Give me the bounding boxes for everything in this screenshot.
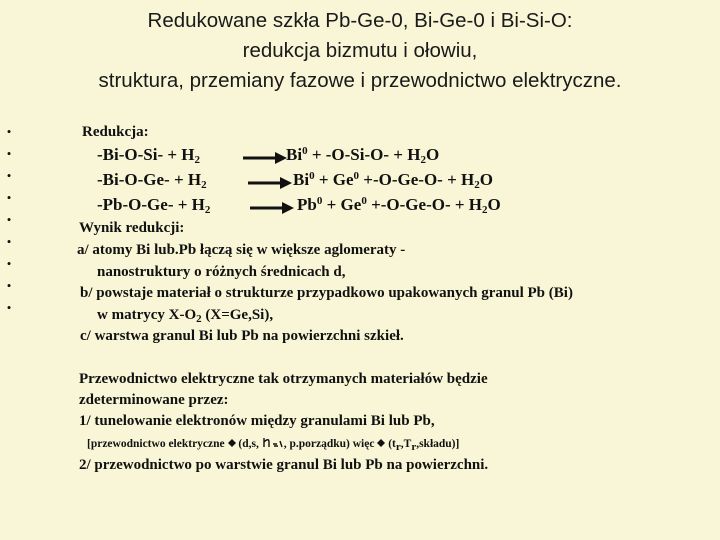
bullet-9: •: [6, 300, 12, 315]
conductivity-line-1: Przewodnictwo elektryczne tak otrzymanych materiałów będzie: [79, 371, 488, 387]
symbol-glyph-icon: [262, 437, 284, 449]
conductivity-line-4: 2/ przewodnictwo po warstwie granul Bi lub Pb na powierzchni.: [79, 457, 489, 473]
conductivity-line-2: zdeterminowane przez:: [79, 392, 229, 408]
bullet-2: •: [6, 146, 12, 161]
bullet-6: •: [6, 234, 12, 249]
reaction-arrow-icon: [248, 177, 292, 189]
conductivity-note: [przewodnictwo elektryczne (d,s, , p.porządku) więc $(t_r,T_r,składu)$]: [87, 438, 460, 453]
reaction-3-products: $Pb^0 + Ge^0 +-O-Ge-O- + H_2O$: [297, 195, 501, 216]
result-item-a: a/ atomy Bi lub.Pb łączą się w większe aglomeraty -: [77, 242, 406, 258]
bullet-4: •: [6, 190, 12, 205]
bullet-1: •: [6, 124, 12, 139]
bullet-3: •: [6, 168, 12, 183]
title-line-2: redukcja bizmutu i ołowiu,: [242, 39, 478, 62]
conductivity-line-3: 1/ tunelowanie elektronów między granulami Bi lub Pb,: [79, 413, 435, 429]
result-item-a-continued: nanostruktury o różnych średnicach d,: [97, 264, 346, 280]
reaction-2-products: $Bi^0 + Ge^0 +-O-Ge-O- + H_2O$: [293, 170, 493, 191]
reaction-1-products: $Bi^0 + -O-Si-O- + H_2O$: [286, 145, 440, 166]
title-line-3: struktura, przemiany fazowe i przewodnictwo elektryczne.: [98, 69, 622, 92]
reaction-arrow-icon: [243, 152, 287, 164]
bullet-8: •: [6, 278, 12, 293]
diamond-icon: [228, 439, 236, 447]
reaction-3-reactants: $-Pb-O-Ge- + H_2$: [97, 195, 211, 216]
result-item-b-continued: w matrycy $X-O_2$ (X=Ge,Si),: [97, 307, 274, 325]
result-item-b: b/ powstaje materiał o strukturze przypadkowo upakowanych granul Pb (Bi): [80, 285, 573, 301]
bullet-5: •: [6, 212, 12, 227]
result-heading: Wynik redukcji:: [79, 220, 185, 236]
reaction-arrow-icon: [250, 202, 294, 214]
slide-title: [0, 6, 720, 96]
reduction-heading: Redukcja:: [82, 124, 149, 140]
reaction-2-reactants: $-Bi-O-Ge- + H_2$: [97, 170, 207, 191]
title-line-1: Redukowane szkła Pb-Ge-0, Bi-Ge-0 i Bi-Si-O:: [147, 9, 573, 32]
reaction-1-reactants: $-Bi-O-Si- + H_2$: [97, 145, 201, 166]
bullet-7: •: [6, 256, 12, 271]
result-item-c: c/ warstwa granul Bi lub Pb na powierzchni szkieł.: [80, 328, 404, 344]
